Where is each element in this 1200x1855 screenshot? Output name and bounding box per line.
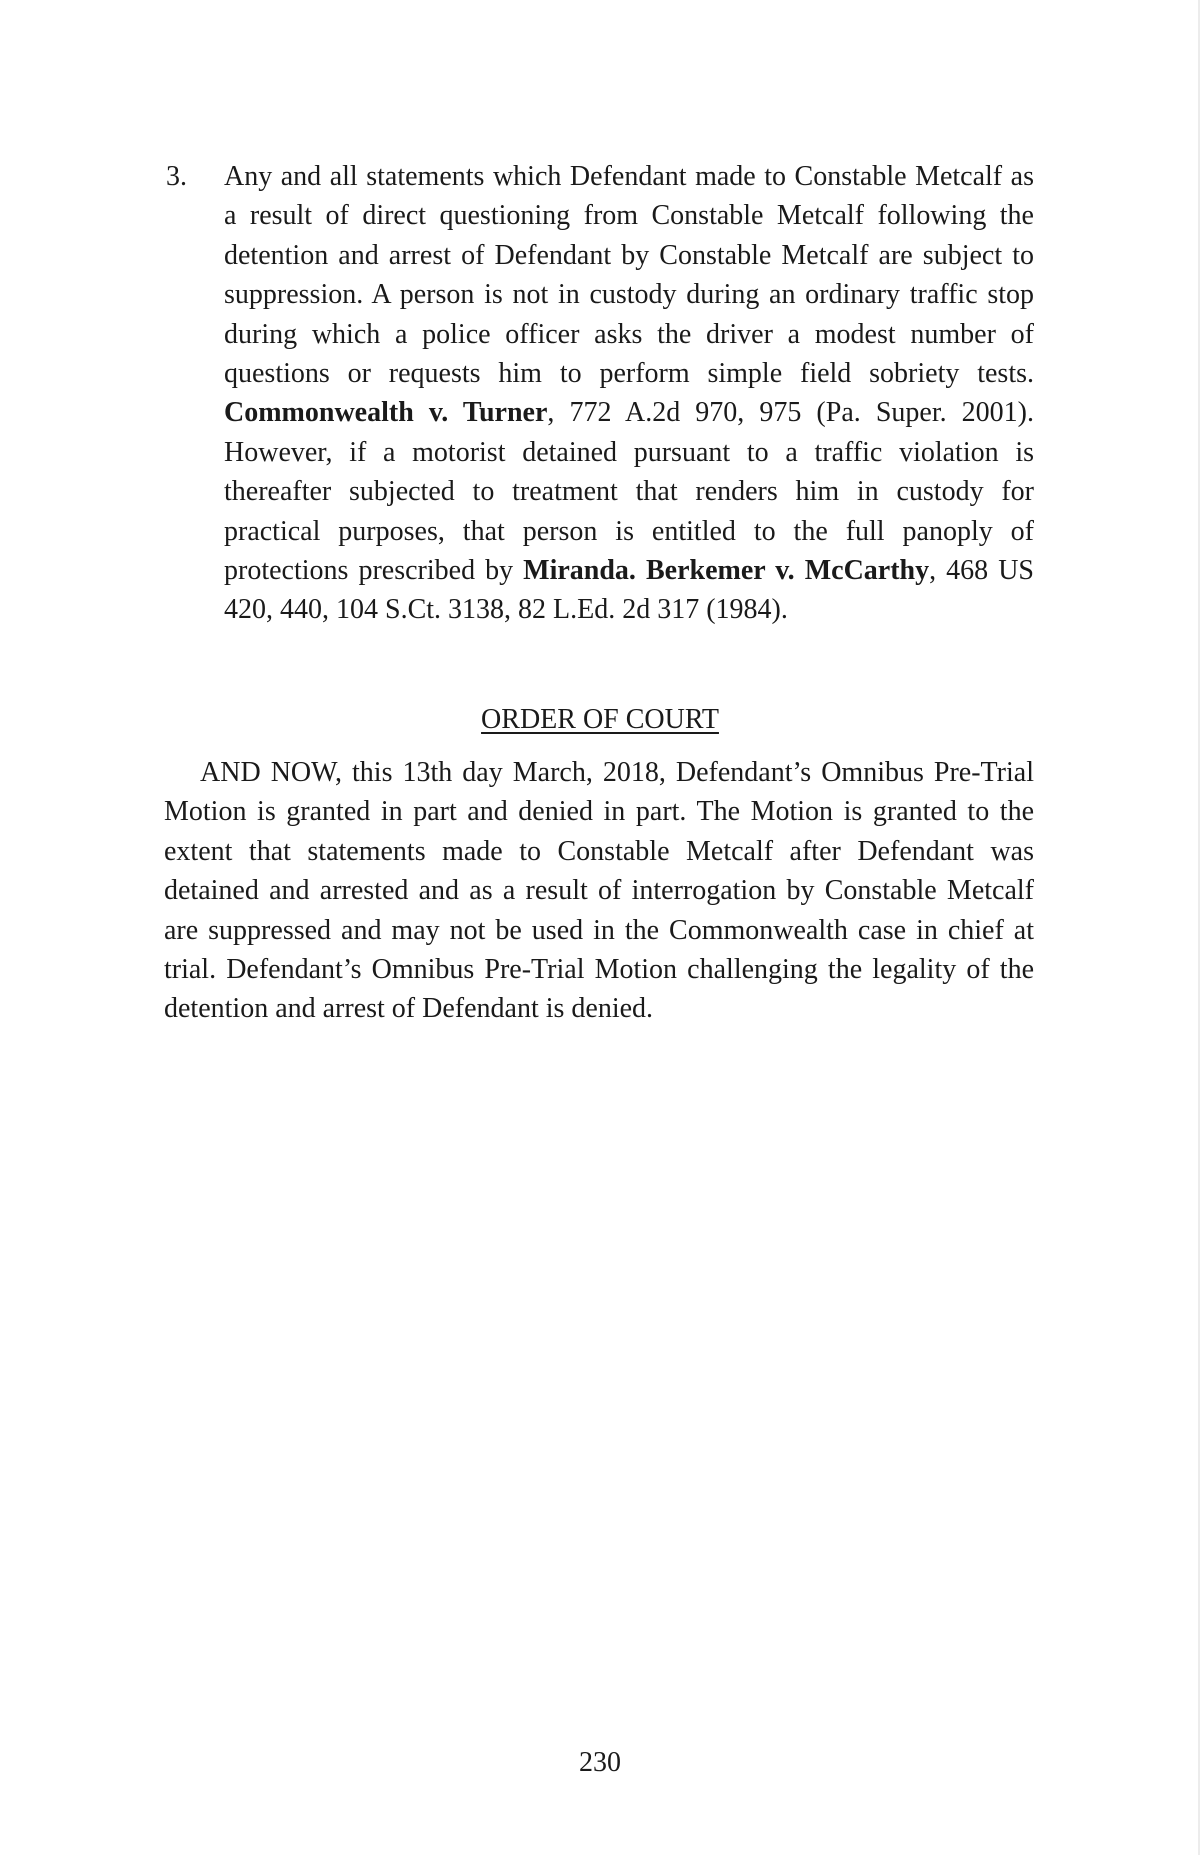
numbered-paragraph	[166, 157, 1034, 630]
order-paragraph: AND NOW, this 13th day March, 2018, Defendant’s Omnibus Pre-Trial Motion is granted in part and denied in part. The Motion is granted to the extent that statements made to Constable Metcalf after Defendant was detained and arrested and as a result of interrogation by Constable Metcalf are suppressed and may not be used in the Commonwealth case in chief at trial. Defendant’s Omnibus Pre-Trial Motion challenging the legality of the detention and arrest of Defendant is denied.	[164, 757, 1034, 1025]
citation-berkemer: Miranda. Berkemer v. McCarthy	[523, 555, 930, 587]
paragraph-text-part-2: , 772 A.2d 970, 975 (Pa. Super. 2001). However, if a motorist detained pursuant to a traffic violation is thereafter subjected to treatment that renders him in custody for practical purposes, that person is entitled to the full panoply of protections prescribed by	[224, 397, 1034, 587]
paragraph-text-part-1: Any and all statements which Defendant made to Constable Metcalf as a result of direct questioning from Constable Metcalf following the detention and arrest of Defendant by Constable Metcalf are subject to suppression. A person is not in custody during an ordinary traffic stop during which a police officer asks the driver a modest number of questions or requests him to perform simple field sobriety tests.	[224, 161, 1034, 390]
page-number: 230	[579, 1747, 621, 1778]
paragraph-text-part-3: , 468 US 420, 440, 104 S.Ct. 3138, 82 L.Ed. 2d 317 (1984).	[224, 555, 1034, 626]
paragraph-number: 3.	[166, 161, 187, 192]
citation-turner: Commonwealth v. Turner	[224, 397, 548, 429]
paragraph-text	[224, 157, 1034, 630]
order-heading: ORDER OF COURT	[481, 704, 719, 735]
